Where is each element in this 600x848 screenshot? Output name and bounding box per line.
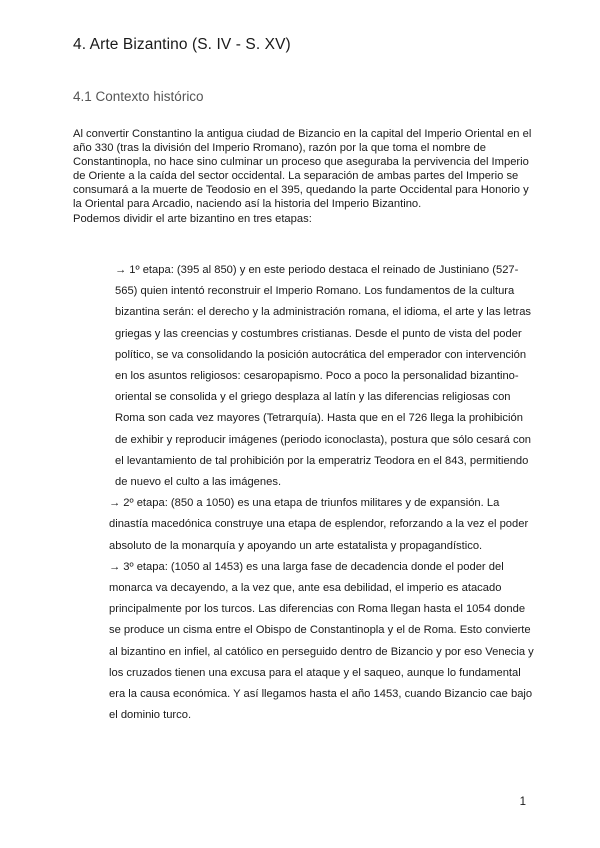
intro-block (73, 127, 535, 226)
intro-paragraph: Al convertir Constantino la antigua ciudad de Bizancio en la capital del Imperio Oriental en el año 330 (tras la división del Imperio Rromano), razón por la que toma el nombre de Constantinopla, no hace sino culminar un proceso que aseguraba la pervivencia del Imperio de Oriente a la caída del sector occidental. La separación de ambas partes del Imperio se consumará a la muerte de Teodosio en el 395, quedando la parte Occidental para Honorio y la Oriental para Arcadio, naciendo así la historia del Imperio Bizantino. (73, 128, 532, 211)
stages-intro: Podemos dividir el arte bizantino en tres etapas: (73, 212, 312, 225)
page-number: 1 (519, 796, 526, 808)
stage-paragraph-3: → 3º etapa: (1050 al 1453) es una larga fase de decadencia donde el poder del monarca va decayendo, a la vez que, ante esa debilidad, el imperio es atacado principalmente por los turcos. Las diferencias con Roma llegan hasta el 1054 donde se produce un cisma entre el Obispo de Constantinopla y el de Roma. Esto convierte al bizantino en infiel, al católico en perseguido dentro de Bizancio y por eso Venecia y los cruzados tienen una excusa para el ataque y el saqueo, aunque lo fundamental era la causa económica. Y así llegamos hasta el año 1453, cuando Bizancio cae bajo el dominio turco. (109, 560, 534, 722)
stages-list (109, 260, 537, 726)
page-title: 4. Arte Bizantino (S. IV - S. XV) (73, 36, 291, 53)
stage-paragraph-2: → 2º etapa: (850 a 1050) es una etapa de triunfos militares y de expansión. La dinastía macedónica construye una etapa de esplendor, reforzando a la vez el poder absoluto de la monarquía y apoyando un arte estatalista y propagandístico. (109, 497, 529, 552)
section-subtitle: 4.1 Contexto histórico (73, 89, 204, 104)
stage-paragraph-1: → 1º etapa: (395 al 850) y en este periodo destaca el reinado de Justiniano (527-565) quien intentó reconstruir el Imperio Romano. Los fundamentos de la cultura bizantina serán: el derecho y la administración romana, el idioma, el arte y las letras griegas y las creencias y costumbres cristianas. Desde el punto de vista del poder político, se va consolidando la posición autocrática del emperador con intervención en los asuntos religiosos: cesaropapismo. Poco a poco la personalidad bizantino-oriental se consolida y el griego desplaza al latín y las diferencias religiosas con Roma son cada vez mayores (Tetrarquía). Hasta que en el 726 llega la prohibición de exhibir y reproducir imágenes (periodo iconoclasta), postura que sólo cesará con el levantamiento de tal prohibición por la emperatriz Teodora en el 843, permitiendo de nuevo el culto a las imágenes. (115, 264, 532, 489)
